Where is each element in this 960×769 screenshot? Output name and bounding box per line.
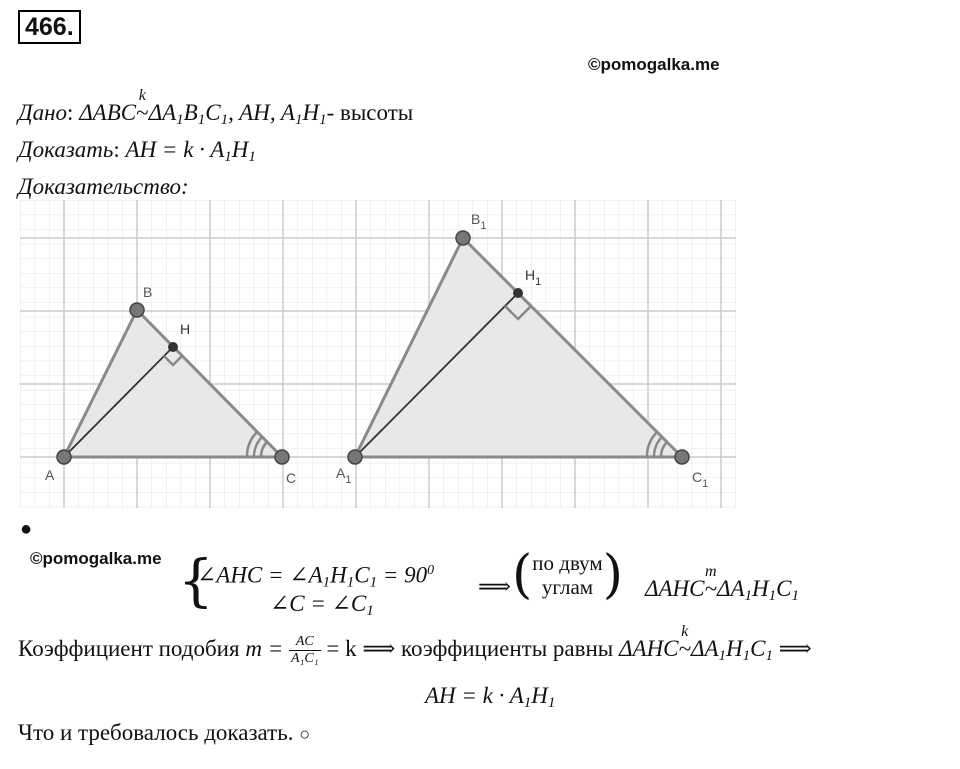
watermark-top: ©pomogalka.me — [588, 55, 720, 74]
proof-label: Доказательство: — [18, 174, 189, 199]
label-a1: $A_1$ — [336, 465, 352, 486]
triangle-a1b1c1: $\Delta A_1B_1C_1$, — [148, 100, 240, 128]
point-c — [275, 450, 289, 464]
heights-suffix: - высоты — [326, 100, 414, 125]
label-c: C — [286, 470, 297, 486]
label-h1: $H_1$ — [525, 267, 542, 288]
final-formula: AH = $k \cdot A_1H_1$ — [425, 683, 556, 711]
label-b1: $B_1$ — [471, 211, 487, 232]
similar-k-symbol: k ~ — [136, 87, 149, 125]
system-result: ΔAHC m $\sim\Delta A_1H_1C_1$ — [645, 563, 799, 604]
conclusion: Что и требовалось доказать. ○ — [18, 720, 311, 745]
system-line-2: ∠C = $\angle C_1$ — [270, 591, 374, 619]
triangle-abc: ΔABC — [79, 100, 137, 125]
label-a: A — [45, 467, 55, 483]
point-b1 — [456, 231, 470, 245]
label-h: H — [180, 321, 191, 337]
prove-label: Доказать — [18, 137, 114, 162]
given-line: Дано: ΔABC k $\sim\Delta A_1B_1C_1$, AH, $A_1H_1-$ высоты — [18, 87, 414, 128]
prove-line: Доказать: AH = $k \cdot A_1H_1$ — [18, 137, 256, 165]
coefficient-fraction: $\frac{AC}{\text{A₁C₁}}$ — [290, 634, 319, 667]
point-b — [130, 303, 144, 317]
point-a1 — [348, 450, 362, 464]
point-h1 — [513, 288, 523, 298]
system-implies: ⟹ — [478, 574, 511, 599]
point-h — [168, 342, 178, 352]
heights: AH, $A_1H_1$ — [239, 100, 327, 128]
problem-number: 466. — [18, 10, 81, 44]
system-line-1: ∠AHC = $\angle A_1H_1C_1 = 90^0$ — [197, 562, 435, 591]
coefficient-line: Коэффициент подобия m = $\frac{AC}{\text{A₁C₁}}$ = k ⟹ коэффициенты равны ΔAHC k $\sim\Delta A_1H_1C_1$ ⟹ — [18, 623, 812, 667]
point-c1 — [675, 450, 689, 464]
reason-block: ( по двум углам ) — [512, 545, 623, 605]
reason-text: по двум углам — [532, 551, 603, 599]
end-mark: ○ — [299, 724, 311, 744]
given-label: Дано — [18, 100, 68, 125]
label-b: B — [143, 284, 153, 300]
system-brace: { — [178, 549, 214, 614]
label-c1: $C_1$ — [692, 469, 709, 490]
point-a — [57, 450, 71, 464]
watermark-mid: ©pomogalka.me — [30, 549, 162, 568]
bullet: ● — [20, 518, 33, 540]
prove-formula: AH = $k \cdot A_1H_1$ — [125, 137, 256, 165]
geometry-figure — [20, 200, 740, 512]
